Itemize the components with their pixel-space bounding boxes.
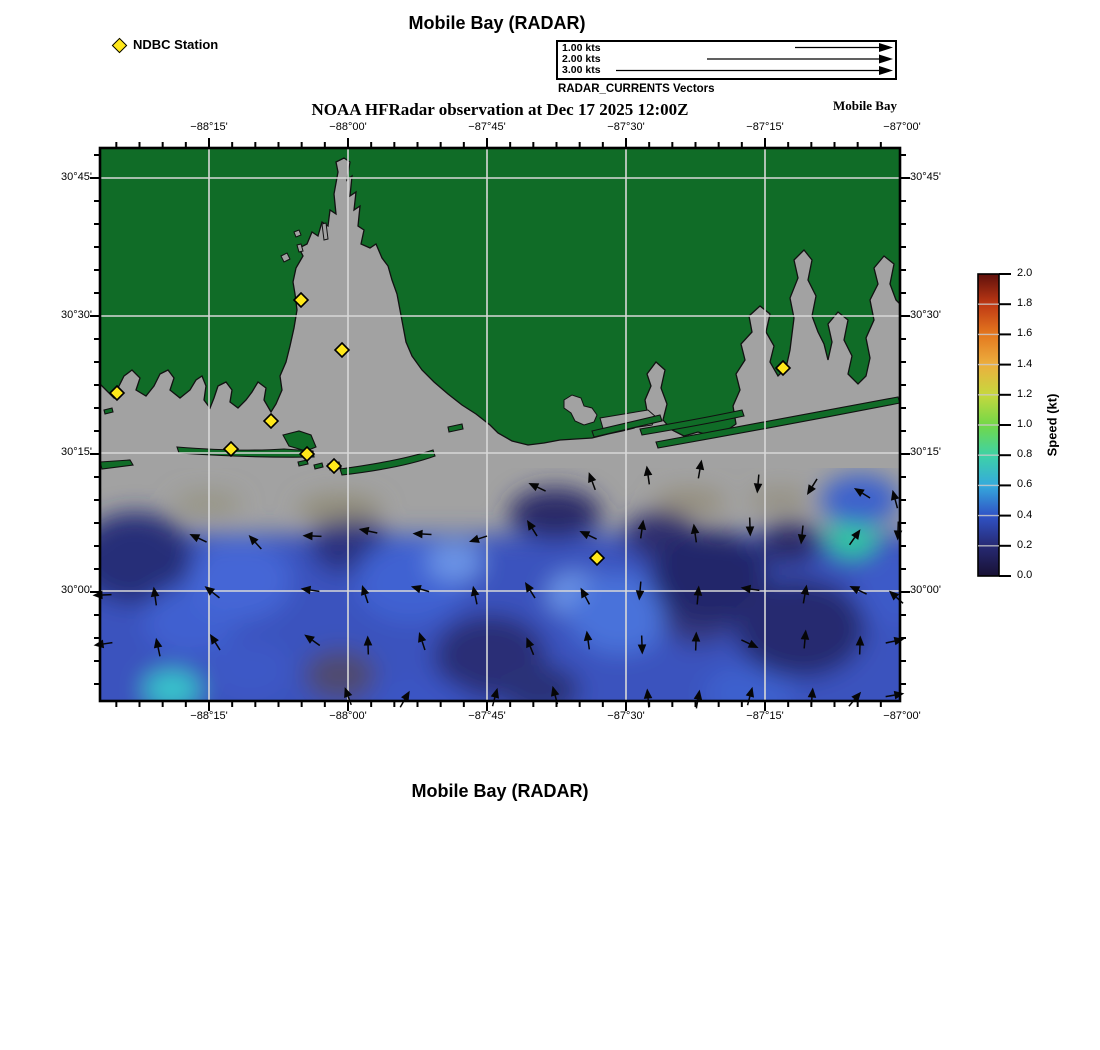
lon-tick-label: −87°30' — [607, 121, 645, 133]
lon-tick-label: −88°00' — [329, 710, 367, 722]
colorbar-tick-label: 1.8 — [1017, 297, 1033, 309]
lat-tick-label: 30°15' — [61, 446, 92, 458]
colorbar-tick-label: 0.8 — [1017, 448, 1033, 460]
page-title-top: Mobile Bay (RADAR) — [408, 13, 586, 33]
vector-legend-entry: 1.00 kts — [562, 42, 601, 54]
ndbc-legend-label: NDBC Station — [133, 37, 219, 52]
colorbar-tick-label: 1.6 — [1017, 327, 1033, 339]
colorbar-tick-label: 1.0 — [1017, 418, 1033, 430]
lat-tick-label: 30°00' — [61, 584, 92, 596]
colorbar-tick-label: 0.0 — [1017, 569, 1033, 581]
lat-tick-label: 30°45' — [61, 171, 92, 183]
ndbc-diamond-icon — [114, 40, 125, 51]
lat-tick-label: 30°00' — [910, 584, 941, 596]
lat-tick-label: 30°30' — [61, 309, 92, 321]
lat-tick-label: 30°15' — [910, 446, 941, 458]
vector-legend-entry: 3.00 kts — [562, 64, 601, 76]
map-canvas — [70, 148, 935, 734]
vector-legend-caption: RADAR_CURRENTS Vectors — [558, 83, 715, 95]
lat-tick-label: 30°45' — [910, 171, 941, 183]
lon-tick-label: −87°00' — [883, 710, 921, 722]
lon-tick-label: −87°15' — [746, 121, 784, 133]
lon-tick-label: −87°45' — [468, 710, 506, 722]
colorbar-axis-label: Speed (kt) — [1044, 393, 1060, 457]
lon-tick-label: −87°45' — [468, 121, 506, 133]
lon-tick-label: −87°30' — [607, 710, 645, 722]
lon-tick-label: −88°15' — [190, 121, 228, 133]
colorbar-tick-label: 0.6 — [1017, 478, 1033, 490]
colorbar-tick-label: 1.4 — [1017, 358, 1033, 370]
lon-tick-label: −88°00' — [329, 121, 367, 133]
lon-tick-label: −87°00' — [883, 121, 921, 133]
map-region-label: Mobile Bay — [833, 98, 897, 113]
observation-subtitle: NOAA HFRadar observation at Dec 17 2025 12:00Z — [311, 100, 689, 119]
lon-tick-label: −87°15' — [746, 710, 784, 722]
colorbar-tick-label: 0.2 — [1017, 539, 1033, 551]
colorbar — [978, 274, 1011, 576]
vector-legend-entry: 2.00 kts — [562, 53, 601, 65]
lat-tick-label: 30°30' — [910, 309, 941, 321]
vector-legend-box — [556, 40, 897, 80]
colorbar-tick-label: 0.4 — [1017, 509, 1033, 521]
page-title-bottom: Mobile Bay (RADAR) — [411, 781, 589, 801]
lon-tick-label: −88°15' — [190, 710, 228, 722]
colorbar-tick-label: 2.0 — [1017, 267, 1033, 279]
colorbar-tick-label: 1.2 — [1017, 388, 1033, 400]
